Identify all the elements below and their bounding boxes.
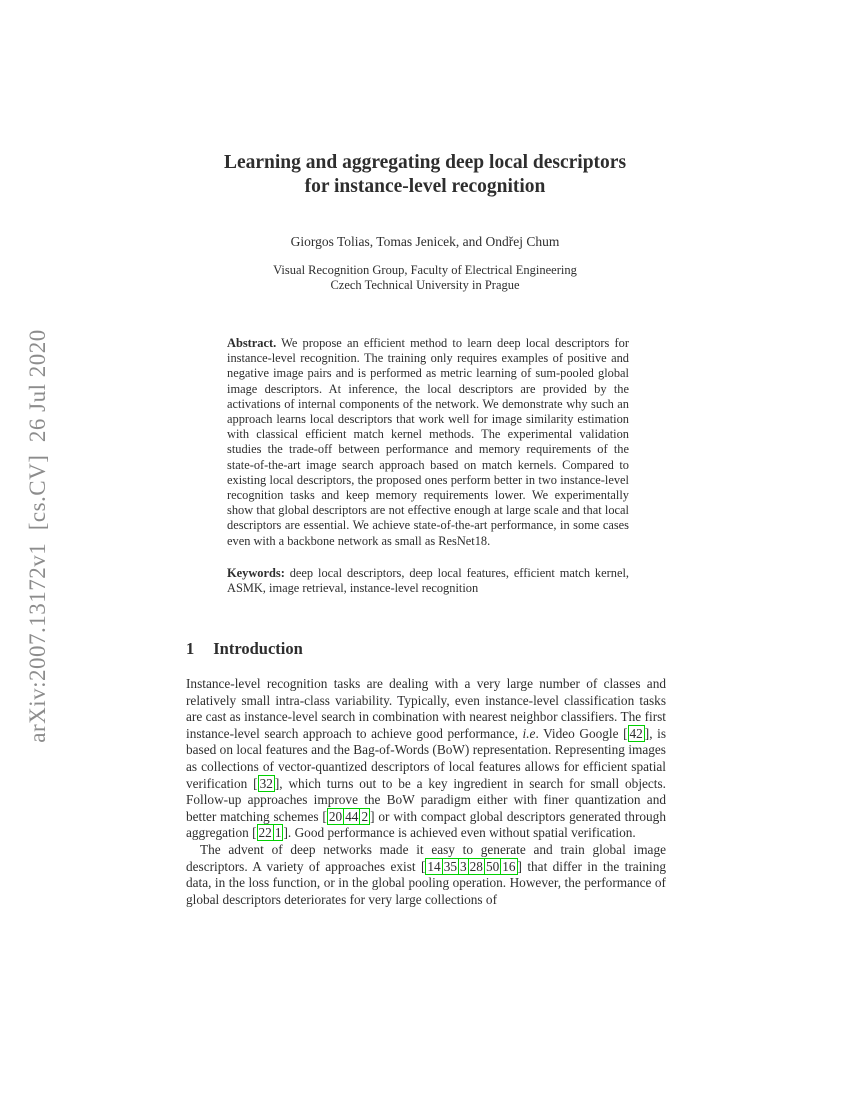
paragraph xyxy=(186,676,666,842)
text-run: . Video Google xyxy=(535,725,624,741)
citation-number[interactable]: 14 xyxy=(427,858,441,874)
paragraph xyxy=(186,842,666,908)
citation-ref[interactable]: [ 32 ] xyxy=(253,775,280,791)
text-run: . Good performance is achieved even without spatial verification. xyxy=(287,825,636,841)
keywords-paragraph xyxy=(227,566,629,596)
citation-number[interactable]: 35 xyxy=(443,858,457,874)
citation-number[interactable]: 42 xyxy=(629,725,643,741)
text-run: , which turns out to be a key ingredient in search for small objects. Follow-up approaches improve the BoW paradigm either with finer quantization and better matching schemes xyxy=(186,775,667,824)
citation-number[interactable]: 50 xyxy=(485,858,500,874)
citation-number[interactable]: 32 xyxy=(259,775,273,791)
citation-number[interactable]: 2 xyxy=(361,808,369,824)
paper-title xyxy=(0,151,850,198)
section-heading xyxy=(186,639,666,659)
abstract-label: Abstract. xyxy=(227,336,277,350)
citation-ref[interactable]: [ 20 44 2 ] xyxy=(322,808,375,824)
abstract-column xyxy=(227,336,629,596)
abstract-text: We propose an efficient method to learn deep local descriptors for instance-level recognition. The training only requires examples of positive and negative image pairs and is performed as metric learning of sum-pooled global image descriptors. At inference, the local descriptors are provided by the activations of internal components of the network. We demonstrate why such an approach learns local descriptors that work well for image similarity estimation with classical efficient match kernel methods. The experimental validation studies the trade-off between performance and memory requirements of the state-of-the-art image search approach based on match kernels. Compared to existing local descriptors, the proposed ones perform better in two instance-level recognition tasks and keep memory requirements lower. We experimentally show that global descriptors are not effective enough at large scale and that local descriptors are essential. We achieve state-of-the-art performance, in some cases even with a backbone network as small as ResNet18. xyxy=(227,336,629,548)
affiliation-line1: Visual Recognition Group, Faculty of Electrical Engineering xyxy=(273,263,577,277)
introduction-section xyxy=(186,639,666,908)
abstract-paragraph xyxy=(227,336,629,549)
paper-title-line2: for instance-level recognition xyxy=(304,175,546,197)
text-run: that differ in the training data, in the loss function, or in the global pooling operation. However, the performance of global descriptors deteriorates for very large collections of xyxy=(186,858,666,907)
text-run: , is based on local features and the Bag-of-Words (BoW) representation. Representing images as collections of vector-quantized descriptors of local features allows for efficient spatial verification xyxy=(186,725,666,791)
paper-title-line1: Learning and aggregating deep local descriptors xyxy=(223,152,627,173)
affiliation-line2: Czech Technical University in Prague xyxy=(330,278,520,292)
citation-number[interactable]: 44 xyxy=(345,808,359,824)
text-run: The advent of deep networks made it easy to generate and train global image descriptors. A variety of approaches exist xyxy=(186,841,666,874)
section-number: 1 xyxy=(186,639,195,658)
citation-ref[interactable]: [ 22 1 ] xyxy=(252,825,288,841)
citation-number[interactable]: 1 xyxy=(274,825,282,841)
text-run: Instance-level recognition tasks are dealing with a very large number of classes and relatively small intra-class variability. Typically, even instance-level classification tasks are cast as instance-level search in combination with nearest neighbor classifiers. The first instance-level search approach to achieve good performance, xyxy=(186,676,666,741)
citation-ref[interactable]: [ 42 ] xyxy=(623,725,650,741)
arxiv-stamp: arXiv:2007.13172v1 [cs.CV] 26 Jul 2020 xyxy=(25,329,50,743)
affiliation xyxy=(0,263,850,293)
citation-number[interactable]: 20 xyxy=(328,808,343,824)
citation-number[interactable]: 16 xyxy=(502,858,516,874)
keywords-label: Keywords: xyxy=(227,565,285,580)
text-run: or with compact global descriptors generated through aggregation xyxy=(186,808,666,841)
citation-number[interactable]: 28 xyxy=(469,858,483,874)
authors-line: Giorgos Tolias, Tomas Jenicek, and Ondřej Chum xyxy=(290,234,560,249)
citation-number[interactable]: 22 xyxy=(258,825,272,841)
section-title: Introduction xyxy=(213,639,303,658)
keywords-text: deep local descriptors, deep local features, efficient match kernel, ASMK, image retrieval, instance-level recognition xyxy=(227,565,629,596)
italic-text-run: i.e xyxy=(522,725,536,741)
citation-ref[interactable]: [ 14 35 3 28 50 16 ] xyxy=(420,858,522,874)
citation-number[interactable]: 3 xyxy=(459,858,467,874)
body-paragraphs xyxy=(186,676,666,908)
